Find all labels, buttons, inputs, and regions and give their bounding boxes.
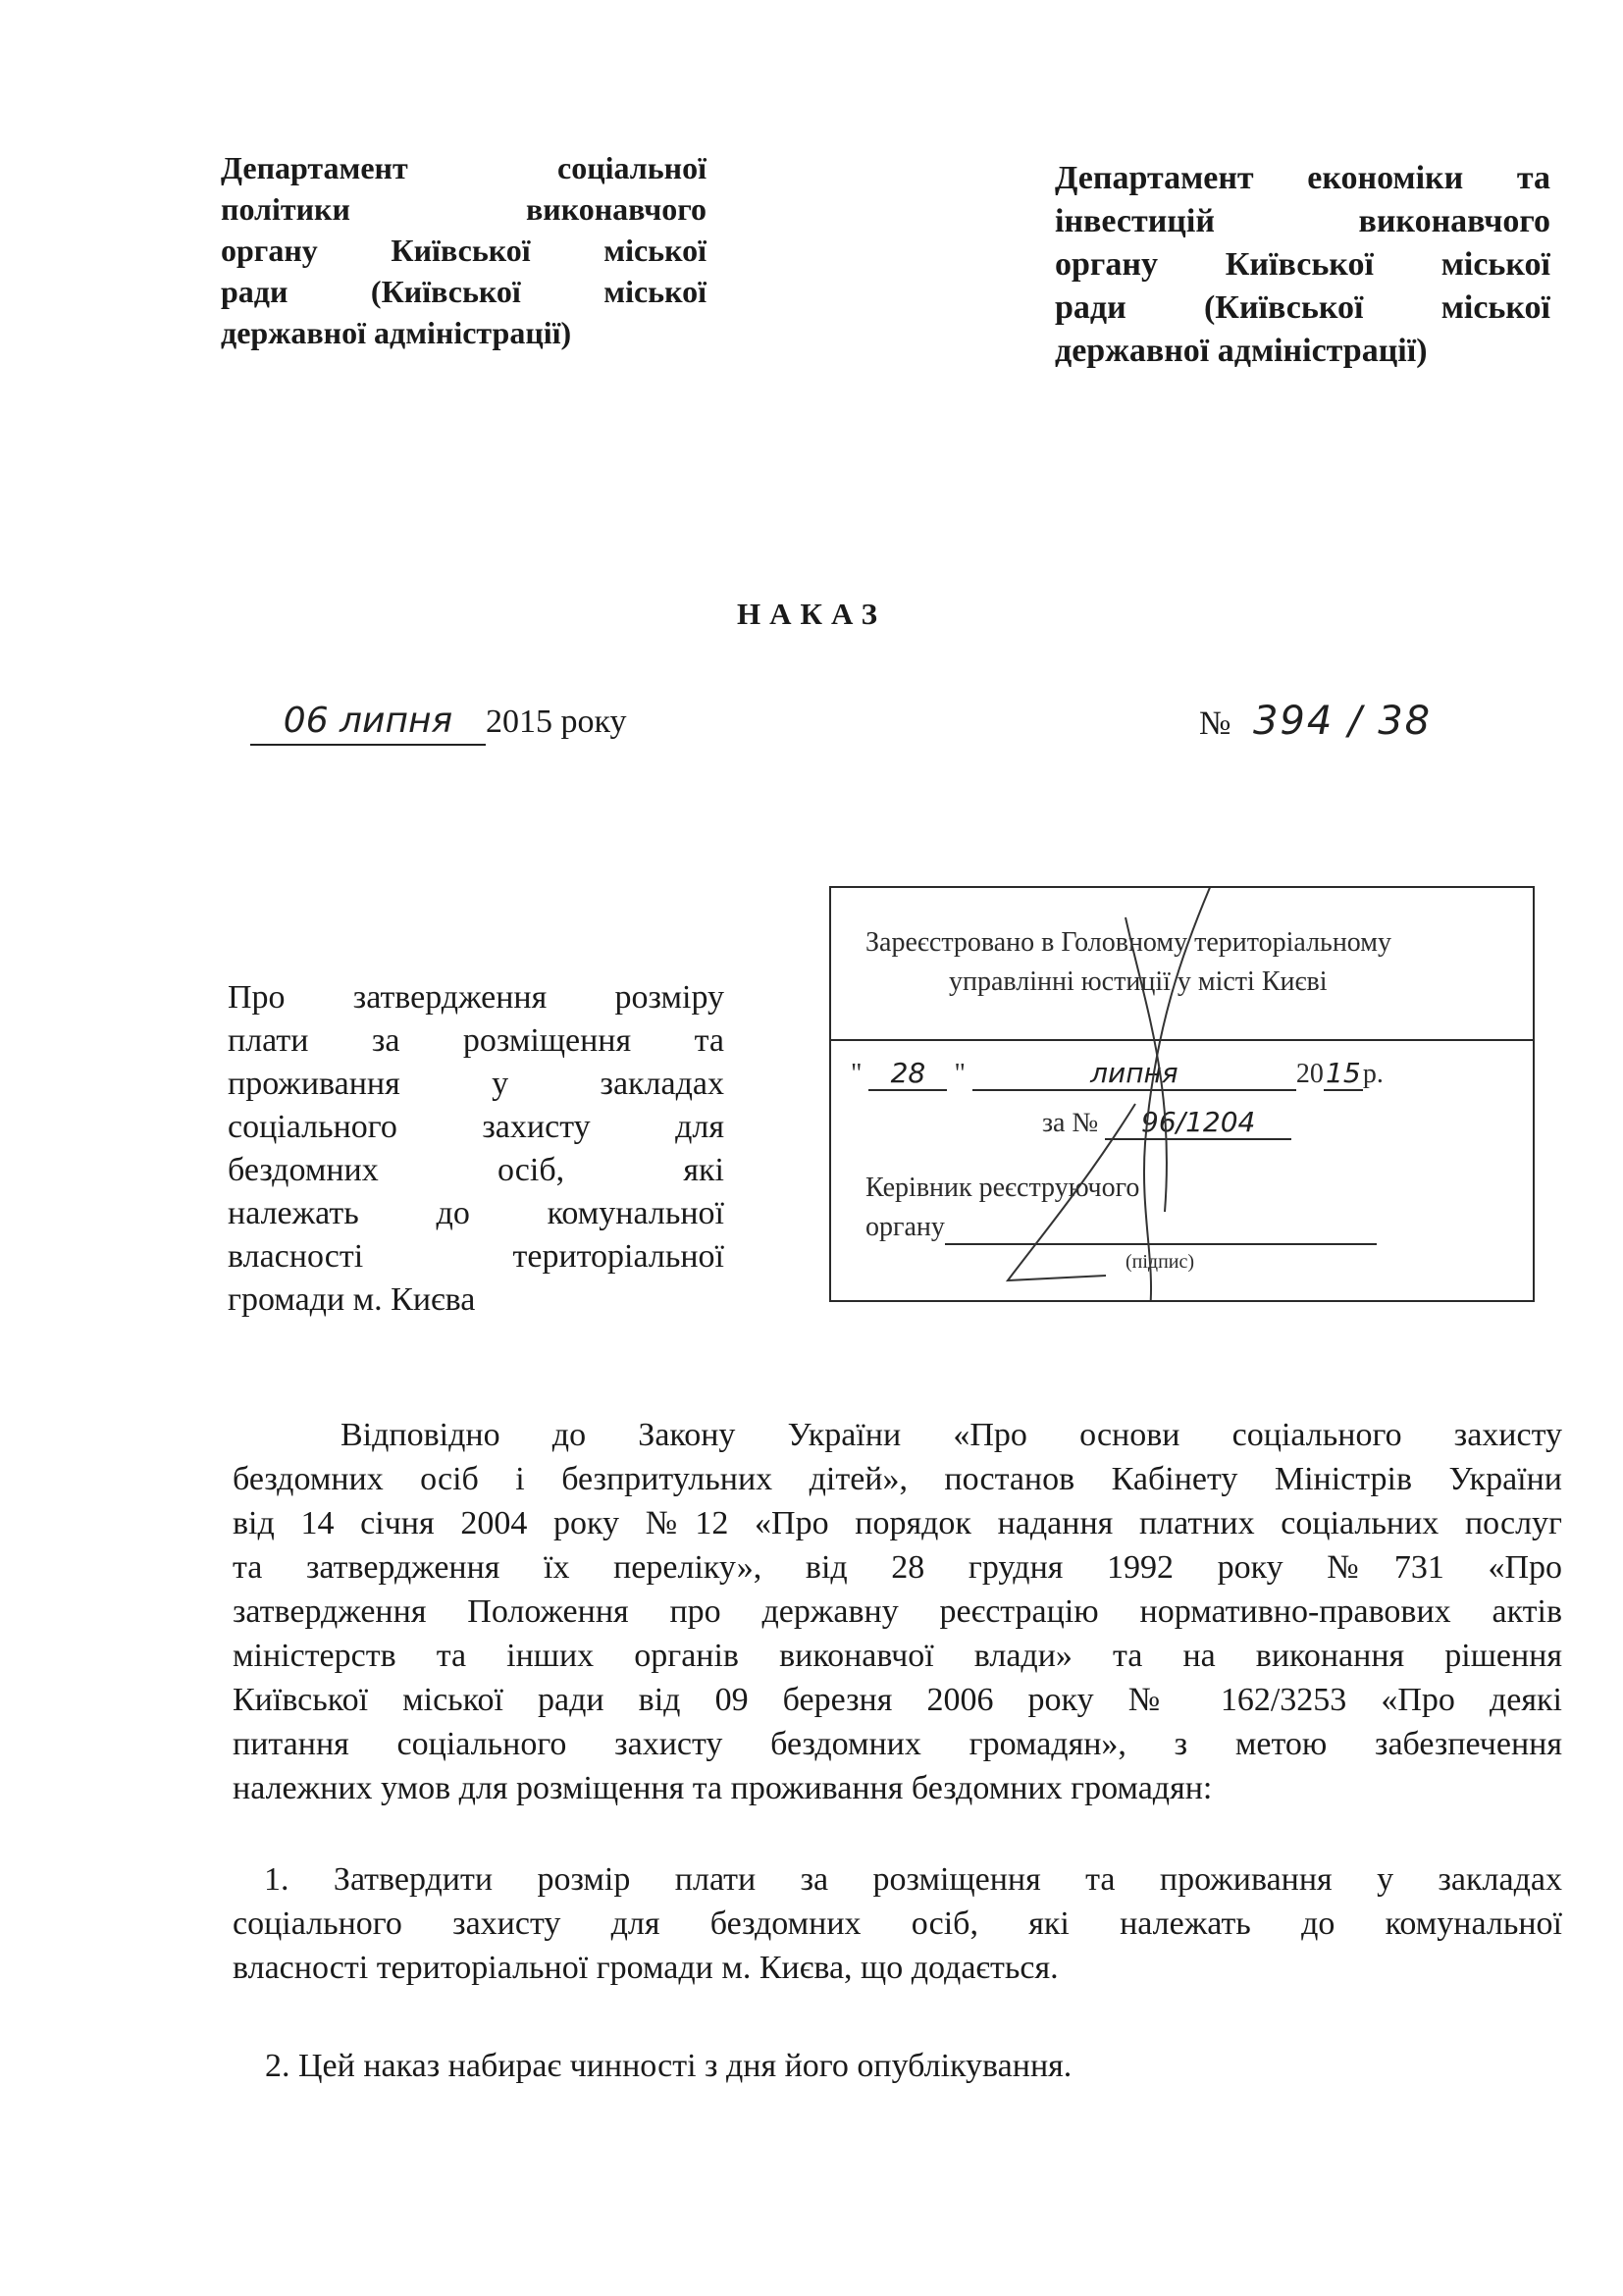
order-number [1199, 699, 1432, 744]
subject-line: плати за розміщення та [228, 1022, 724, 1059]
header-left-line: державної адміністрації) [221, 315, 572, 350]
header-department-economy [1055, 157, 1550, 373]
stamp-head-line-1: Керівник реєструючого [865, 1173, 1140, 1203]
number-symbol: № [1199, 705, 1231, 742]
subject-line: Про затвердження розміру [228, 979, 724, 1016]
stamp-reg-label: за № [1042, 1108, 1099, 1138]
document-title: НАКАЗ [737, 597, 886, 631]
preamble-line: затвердження Положення про державну реєстрацію нормативно-правових актів [233, 1593, 1562, 1630]
stamp-line-1: Зареєстровано в Головному територіальному [865, 927, 1391, 958]
subject-line: належать до комунальної [228, 1195, 724, 1231]
preamble-line: та затвердження їх переліку», від 28 грудня 1992 року №731 «Про [233, 1549, 1562, 1586]
stamp-signature-mark [831, 888, 1533, 1300]
header-left-line: ради (Київської міської [221, 274, 707, 309]
stamp-date-year: 15 [1324, 1057, 1363, 1091]
stamp-date-year-unit: р. [1362, 1059, 1384, 1089]
stamp-signature-label: (підпис) [1126, 1251, 1195, 1273]
preamble-line: від 14 січня 2004 року №12 «Про порядок надання платних соціальних послуг [233, 1505, 1562, 1541]
preamble-line: бездомних осіб і безпритульних дітей», постанов Кабінету Міністрів України [233, 1461, 1562, 1497]
order-item-1 [233, 1857, 1562, 1990]
order-subject [228, 976, 724, 1322]
order-item-2 [265, 2044, 1072, 2088]
preamble-line: питання соціального захисту бездомних громадян», з метою забезпечення [233, 1726, 1562, 1762]
subject-line: бездомних осіб, які [228, 1152, 724, 1188]
subject-line: громади м. Києва [228, 1281, 476, 1318]
stamp-line-2: управлінні юстиції у місті Києві [949, 966, 1328, 997]
order-preamble [233, 1413, 1562, 1810]
registration-stamp [829, 886, 1535, 1302]
item-line: 2. Цей наказ набирає чинності з дня його опублікування. [265, 2048, 1073, 2084]
header-right-line: ради (Київської міської [1055, 289, 1550, 326]
stamp-date-close-quote: " [954, 1059, 966, 1089]
header-right-line: Департамент економіки та [1055, 160, 1550, 196]
stamp-date-year-prefix: 20 [1295, 1059, 1324, 1089]
date-suffix: 2015 року [486, 704, 627, 740]
stamp-head-label: органу [865, 1212, 945, 1242]
stamp-reg-number: 96/1204 [1105, 1106, 1291, 1140]
header-right-line: державної адміністрації) [1055, 333, 1428, 369]
number-handwritten: 394 / 38 [1252, 699, 1433, 744]
stamp-date-day: 28 [868, 1057, 947, 1091]
header-department-social-policy [221, 147, 707, 353]
order-date [250, 699, 627, 757]
header-right-line: органу Київської міської [1055, 246, 1550, 283]
header-left-line: політики виконавчого [221, 191, 707, 227]
header-left-line: Департамент соціальної [221, 150, 707, 185]
subject-line: соціального захисту для [228, 1109, 724, 1145]
stamp-date-open-quote: " [851, 1059, 863, 1089]
item-line: соціального захисту для бездомних осіб, які належать до комунальної [233, 1905, 1562, 1942]
item-line: власності територіальної громади м. Києва, що додається. [233, 1950, 1059, 1986]
preamble-line: Київської міської ради від 09 березня 2006 року № 162/3253 «Про деякі [233, 1682, 1562, 1718]
subject-line: проживання у закладах [228, 1066, 724, 1102]
item-line: 1. Затвердити розмір плати за розміщення та проживання у закладах [264, 1861, 1562, 1898]
stamp-date-month: липня [972, 1057, 1296, 1091]
header-right-line: інвестицій виконавчого [1055, 203, 1550, 239]
preamble-line: належних умов для розміщення та проживання бездомних громадян: [233, 1770, 1213, 1806]
preamble-line: Відповідно до Закону України «Про основи соціального захисту [340, 1417, 1562, 1453]
header-left-line: органу Київської міської [221, 233, 707, 268]
subject-line: власності територіальної [228, 1238, 724, 1275]
preamble-line: міністерств та інших органів виконавчої влади» та на виконання рішення [233, 1638, 1562, 1674]
date-handwritten: 06 липня [250, 699, 486, 746]
